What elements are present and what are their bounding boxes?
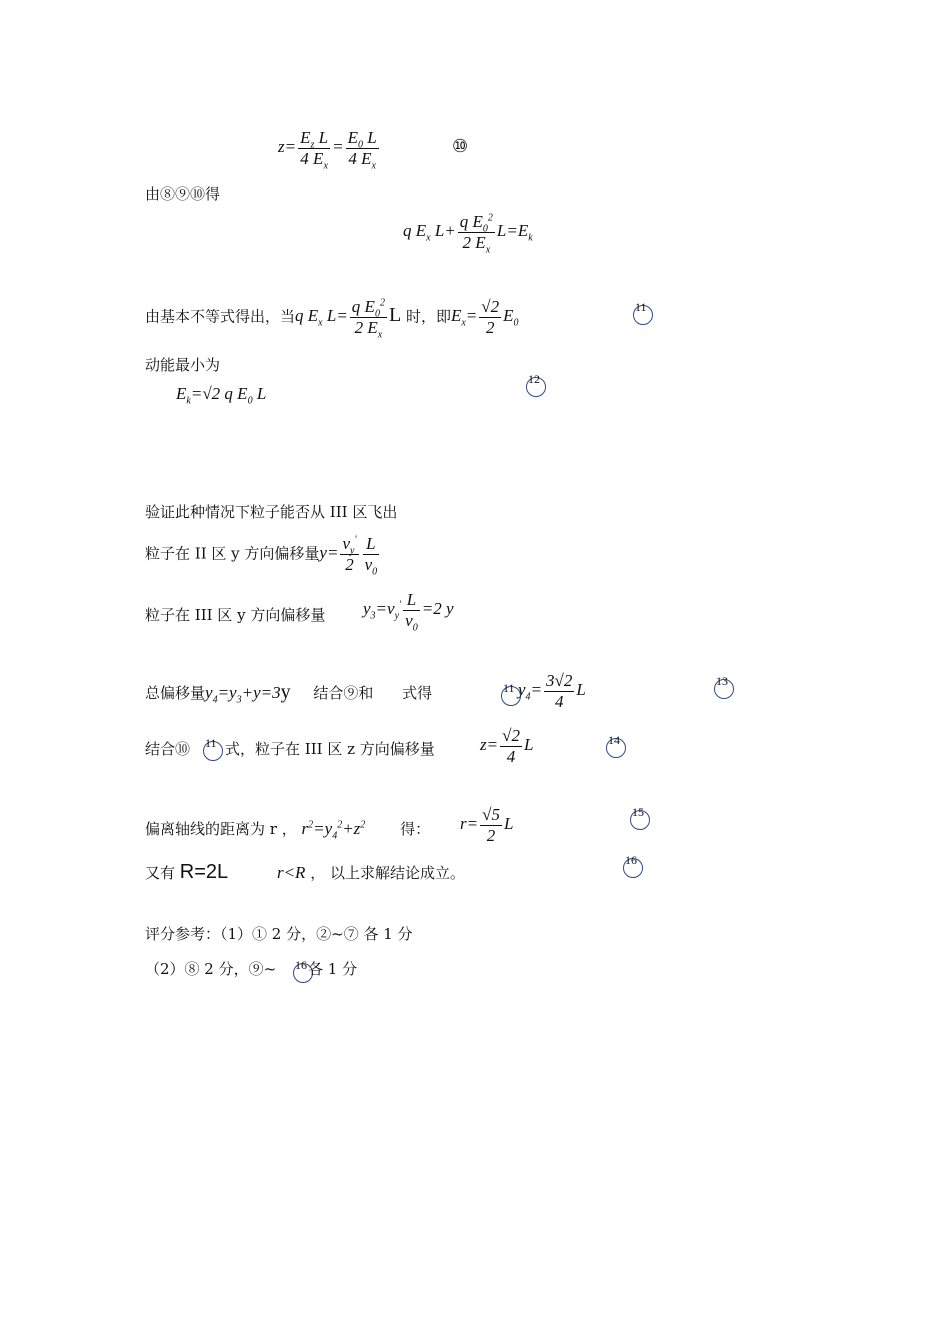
equation-number-13: 13 bbox=[714, 679, 734, 699]
region2-text: 粒子在 II 区 y 方向偏移量 bbox=[145, 544, 320, 563]
equation-number-11-ref: 11 bbox=[501, 686, 521, 706]
R-line bbox=[145, 862, 465, 882]
text-by-8910: 由⑧⑨⑩得 bbox=[145, 185, 221, 203]
region3-text: 粒子在 III 区 y 方向偏移量 bbox=[145, 606, 326, 624]
combine-10-11-a: 结合⑩ bbox=[145, 740, 191, 758]
r-text: 偏离轴线的距离为 r bbox=[145, 820, 277, 838]
total-combine-text: 结合⑨和 bbox=[313, 684, 374, 702]
scoring-line-2a: （2）⑧ 2 分，⑨~ bbox=[145, 960, 277, 978]
r-result: r= $\frac{√5}{2}$ L bbox=[460, 805, 514, 845]
R-prefix: 又有 bbox=[145, 864, 176, 882]
equation-10: z= $\frac{E_z L}{4 E_x}$ = $\frac{E_0 L}{4 E_x}$ bbox=[278, 128, 377, 171]
region2-equation: y= $\frac{v_y'}{2}$ $\frac{L}{v_0}$ bbox=[319, 534, 378, 577]
total-text: 总偏移量 bbox=[145, 684, 206, 702]
total-line bbox=[145, 681, 433, 706]
r-less-R: r<R bbox=[276, 863, 306, 882]
R-suffix: ， 以上求解结论成立。 bbox=[310, 864, 465, 882]
equation-number-15: 15 bbox=[630, 810, 650, 830]
region2-line bbox=[145, 534, 381, 577]
inequality-prefix: 由基本不等式得出，当 bbox=[145, 307, 296, 326]
ex-equation: $E_x=$ $\frac{√2}{2}$ $E_0$ bbox=[450, 297, 519, 337]
scoring-line-1: 评分参考：（1）① 2 分，②~⑦ 各 1 分 bbox=[145, 925, 413, 943]
combine-10-11-b: 式，粒子在 III 区 z 方向偏移量 bbox=[225, 740, 435, 758]
region3-equation: $y_3=v_y'$ $\frac{L}{v_0}$ =2 y bbox=[363, 590, 454, 633]
z-result: z= $\frac{√2}{4}$ L bbox=[480, 726, 534, 766]
r-squared-equation: $r^2=y_4^2+z^2$ bbox=[301, 819, 366, 842]
scoring-number-16: 16 bbox=[293, 963, 313, 983]
equation-number-11: 11 bbox=[633, 305, 653, 325]
inequality-mid: 时，即 bbox=[405, 307, 451, 326]
r-line bbox=[145, 819, 431, 842]
r-comma: ， bbox=[281, 820, 297, 838]
scoring-line-2b: 各 1 分 bbox=[308, 960, 358, 978]
r-result-text: 得： bbox=[400, 820, 431, 838]
inequality-line bbox=[145, 297, 519, 340]
equation-energy: q $E_x$ L+ $\frac{q E_0^2}{2 E_x}$ $L=E_k$ bbox=[403, 212, 533, 255]
R-value: R=2L bbox=[179, 861, 229, 883]
equation-number-14: 14 bbox=[606, 738, 626, 758]
text-min-ke: 动能最小为 bbox=[145, 356, 221, 374]
equation-number-16: 16 bbox=[623, 858, 643, 878]
text-verify: 验证此种情况下粒子能否从 III 区飞出 bbox=[145, 503, 398, 521]
equation-number-10: ⑩ bbox=[452, 136, 469, 157]
inequality-equation: q $E_x$ L= $\frac{q E_0^2}{2 E_x}$ L bbox=[295, 297, 402, 340]
total-equation: $y_4=y_3+y=3y$ bbox=[205, 681, 291, 706]
equation-min-ke: $E_k=√2$ q $E_0$ L bbox=[176, 384, 267, 407]
total-result-text: 式得 bbox=[402, 684, 433, 702]
equation-number-12: 12 bbox=[526, 377, 546, 397]
equation-number-11-ref2: 11 bbox=[203, 741, 223, 761]
y4-result: $y_4=$ $\frac{3√2}{4}$ L bbox=[518, 671, 586, 711]
